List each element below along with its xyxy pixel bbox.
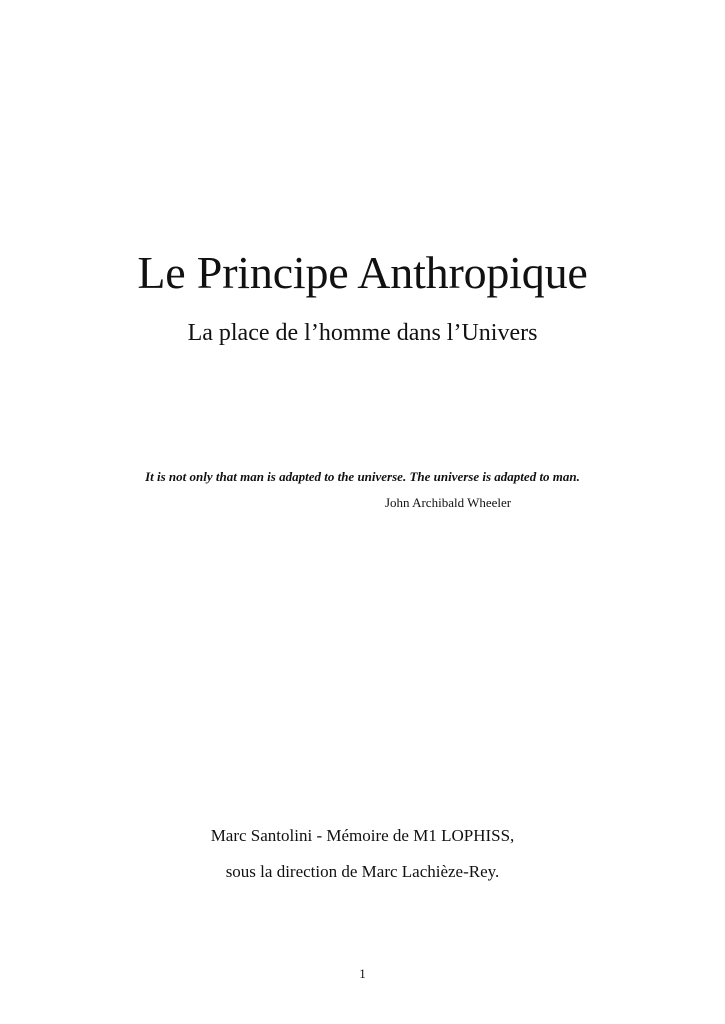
epigraph-quote: It is not only that man is adapted to the universe. The universe is adapted to man.: [145, 469, 580, 484]
page-number: 1: [359, 966, 366, 981]
author-line: Marc Santolini - Mémoire de M1 LOPHISS,: [210, 826, 515, 845]
supervisor-line: sous la direction de Marc Lachièze-Rey.: [225, 862, 500, 881]
document-title: Le Principe Anthropique: [137, 247, 588, 298]
epigraph-author: John Archibald Wheeler: [385, 495, 512, 510]
document-subtitle: La place de l’homme dans l’Univers: [187, 320, 538, 346]
